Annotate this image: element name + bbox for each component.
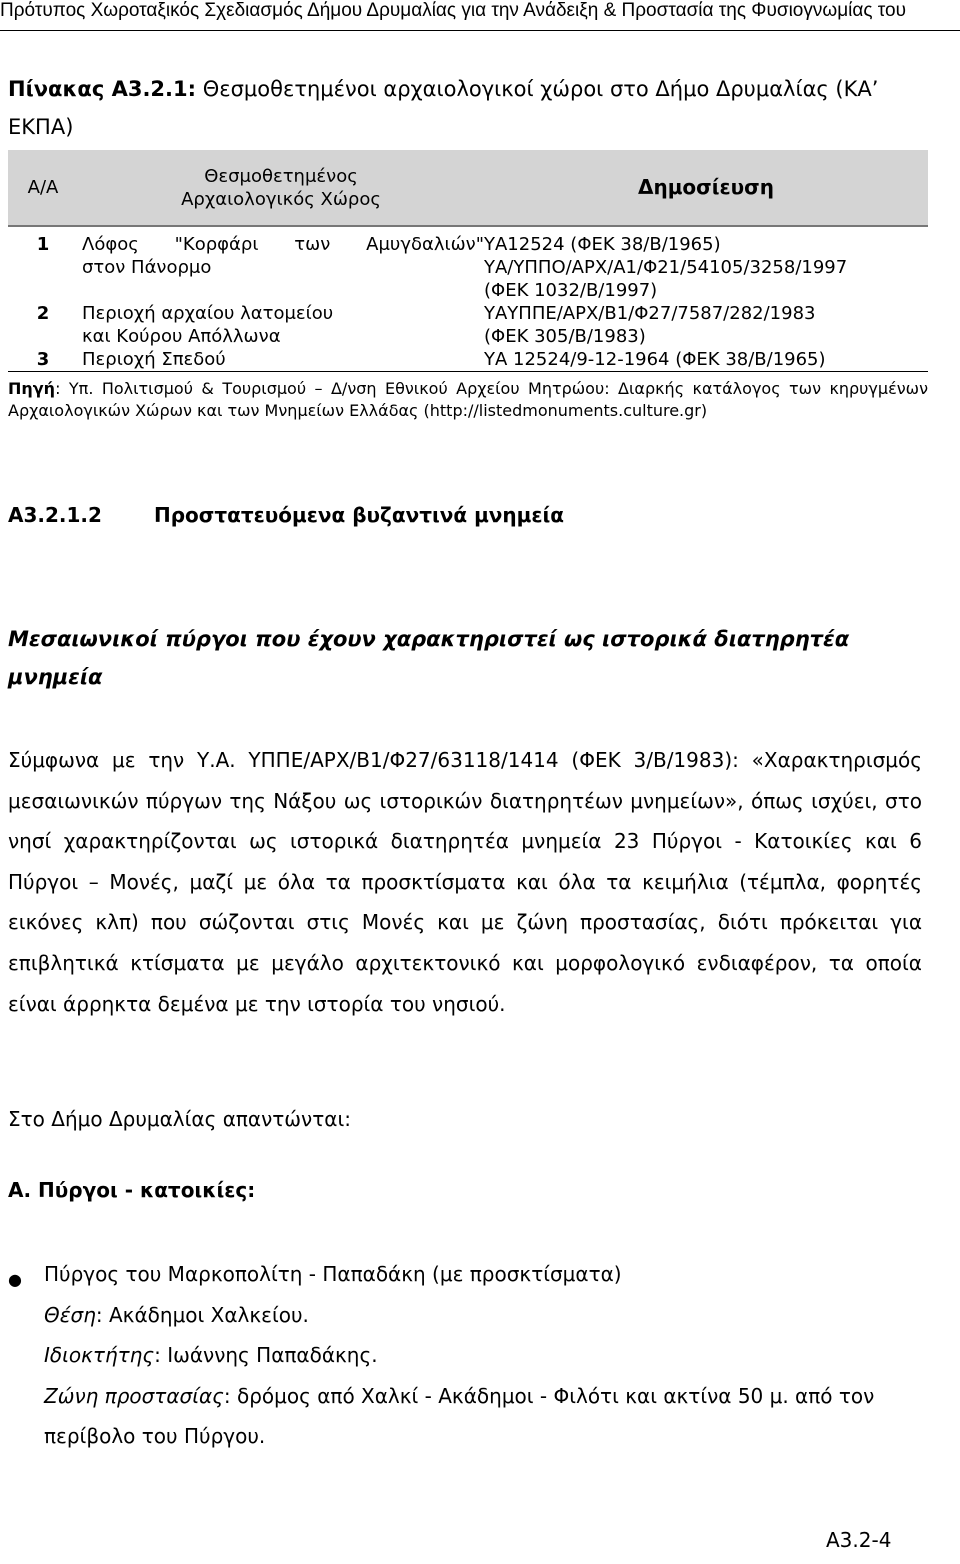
page-number: Α3.2-4 bbox=[826, 1528, 892, 1552]
tower-location bbox=[44, 1295, 924, 1336]
source-label: Πηγή bbox=[8, 379, 56, 398]
table-source bbox=[8, 378, 928, 422]
group-heading: Α. Πύργοι - κατοικίες: bbox=[8, 1178, 256, 1202]
row-number: 2 bbox=[36, 303, 50, 324]
header-site-line2: Αρχαιολογικός Χώρος bbox=[181, 188, 381, 210]
bullet-marker: ● bbox=[8, 1270, 22, 1289]
row-site bbox=[78, 226, 484, 302]
table-caption-label: Πίνακας Α3.2.1: bbox=[8, 77, 197, 101]
row-site-line1: Περιοχή αρχαίου λατομείου bbox=[82, 303, 334, 324]
archaeological-sites-table bbox=[8, 150, 928, 372]
owner-label: Ιδιοκτήτης bbox=[44, 1343, 155, 1367]
table-row bbox=[8, 302, 928, 348]
location-label: Θέση bbox=[44, 1302, 96, 1327]
row-pub-line2: ΥΑ/ΥΠΠΟ/ΑΡΧ/Α1/Φ21/54105/3258/1997 bbox=[484, 257, 848, 278]
tower-zone bbox=[44, 1376, 924, 1457]
tower-title: Πύργος του Μαρκοπολίτη - Παπαδάκη (με προσκτίσματα) bbox=[44, 1262, 622, 1286]
zone-label: Ζώνη προστασίας bbox=[44, 1383, 224, 1408]
row-number: 1 bbox=[8, 226, 78, 302]
row-site-line2: στον Πάνορμο bbox=[82, 257, 212, 278]
row-pub-line3: (ΦΕΚ 1032/Β/1997) bbox=[484, 280, 658, 301]
source-text: : Υπ. Πολιτισμού & Τουρισμού – Δ/νση Εθνικού Αρχείου Μητρώου: Διαρκής κατάλογος των κηρυγμένων Αρχαιολογικών Χώρων και των Μνημείων Ελλάδας (http://listedmonuments.culture.gr) bbox=[8, 379, 928, 420]
table-row bbox=[8, 348, 928, 372]
location-value: : Ακάδημοι Χαλκείου. bbox=[95, 1302, 309, 1327]
header-rule bbox=[0, 30, 960, 31]
subheading: Μεσαιωνικοί πύργοι που έχουν χαρακτηριστεί ως ιστορικά διατηρητέα μνημεία bbox=[8, 627, 850, 689]
table-caption bbox=[8, 70, 938, 146]
row-site-line1: Περιοχή Σπεδού bbox=[82, 349, 226, 370]
row-publication bbox=[484, 302, 928, 348]
row-pub-line1: ΥΑΥΠΠΕ/ΑΡΧ/Β1/Φ27/7587/282/1983 bbox=[484, 303, 816, 324]
row-pub-line1: ΥΑ 12524/9-12-1964 (ΦΕΚ 38/Β/1965) bbox=[484, 349, 826, 370]
tower-entry bbox=[44, 1254, 924, 1457]
table-caption-text: Θεσμοθετημένοι αρχαιολογικοί χώροι στο Δήμο Δρυμαλίας (ΚΑ’ ΕΚΠΑ) bbox=[8, 77, 879, 139]
row-pub-line1: ΥΑ12524 (ΦΕΚ 38/Β/1965) bbox=[484, 234, 721, 255]
tower-owner bbox=[44, 1335, 924, 1376]
row-pub-line2: (ΦΕΚ 305/Β/1983) bbox=[484, 326, 646, 347]
row-number: 3 bbox=[8, 348, 78, 372]
table-header-row bbox=[8, 150, 928, 226]
owner-value: : Ιωάννης Παπαδάκης. bbox=[154, 1343, 378, 1367]
drymalia-intro: Στο Δήμο Δρυμαλίας απαντώνται: bbox=[8, 1107, 351, 1131]
running-header: Πρότυπος Χωροταξικός Σχεδιασμός Δήμου Δρυμαλίας για την Ανάδειξη & Προστασία της Φυσιογνωμίας του bbox=[0, 0, 906, 21]
row-site-line2: και Κούρου Απόλλωνα bbox=[82, 326, 281, 347]
row-site bbox=[78, 348, 484, 372]
header-publication: Δημοσίευση bbox=[484, 150, 928, 226]
row-site bbox=[78, 302, 484, 348]
zone-value: : δρόμος από Χαλκί - Ακάδημοι - Φιλότι και ακτίνα 50 μ. από τον περίβολο του Πύργου. bbox=[44, 1383, 875, 1448]
header-site bbox=[78, 150, 484, 226]
table-row bbox=[8, 226, 928, 302]
body-paragraph: Σύμφωνα με την Υ.Α. ΥΠΠΕ/ΑΡΧ/Β1/Φ27/63118/1414 (ΦΕΚ 3/Β/1983): «Χαρακτηρισμός μεσαιωνικών πύργων της Νάξου ως ιστορικών διατηρητέων μνημείων», όπως ισχύει, στο νησί χαρακτηρίζονται ως ιστορικά διατηρητέα μνημεία 23 Πύργοι - Κατοικίες και 6 Πύργοι – Μονές, μαζί με όλα τα προσκτίσματα και όλα τα κειμήλια (τέμπλα, φορητές εικόνες κλπ) που σώζονται στις Μονές και με ζώνη προστασίας, διότι πρόκειται για επιβλητικά κτίσματα με μεγάλο αρχιτεκτονικό και μορφολογικό ενδιαφέρον, τα οποία είναι άρρηκτα δεμένα με την ιστορία του νησιού. bbox=[8, 748, 922, 1016]
header-site-line1: Θεσμοθετημένος bbox=[204, 165, 358, 187]
section-title: Προστατευόμενα βυζαντινά μνημεία bbox=[154, 503, 565, 527]
header-aa: Α/Α bbox=[8, 150, 78, 226]
section-number: Α3.2.1.2 bbox=[8, 503, 102, 527]
row-publication bbox=[484, 226, 928, 302]
row-site-line1: Λόφος "Κορφάρι των Αμυγδαλιών" bbox=[82, 234, 484, 255]
row-publication bbox=[484, 348, 928, 372]
